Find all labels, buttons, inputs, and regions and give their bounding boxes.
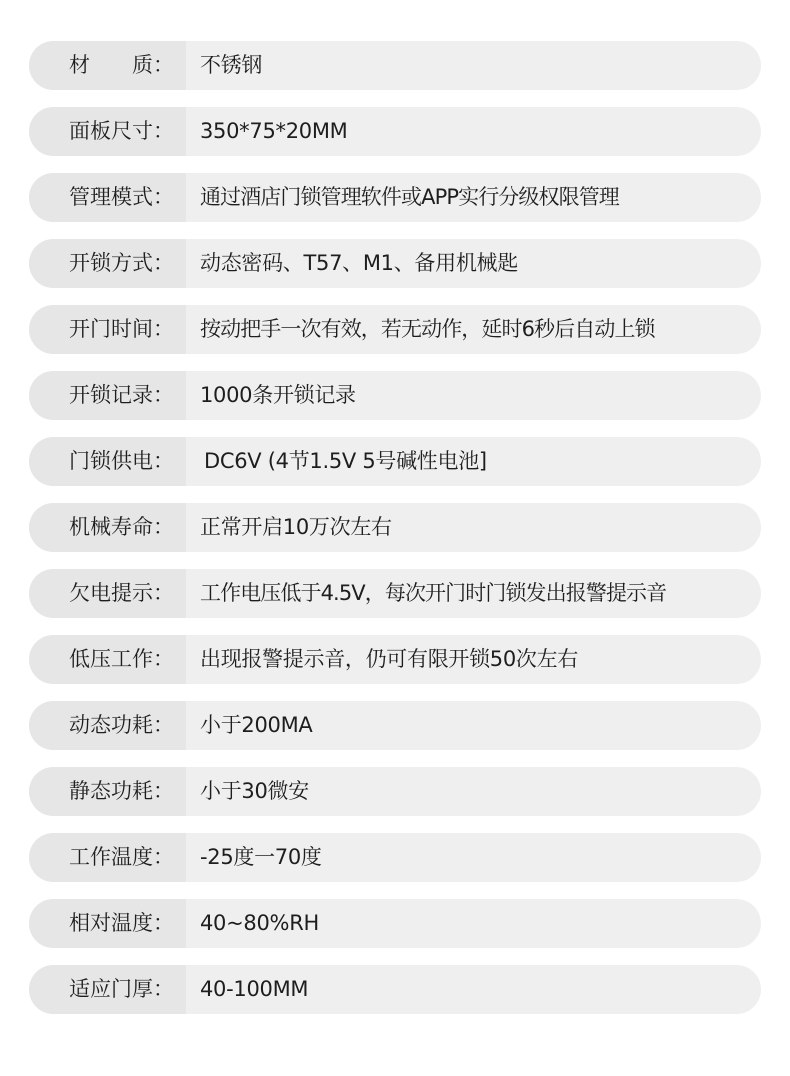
spec-value: 按动把手一次有效，若无动作，延时6秒后自动上锁 <box>200 317 655 341</box>
spec-value: 出现报警提示音，仍可有限开锁50次左右 <box>200 647 579 671</box>
spec-value: 350*75*20MM <box>200 119 348 143</box>
spec-value: 小于200MA <box>200 713 313 737</box>
spec-label: 开锁记录： <box>69 383 174 407</box>
spec-label: 面板尺寸： <box>69 119 174 143</box>
spec-label: 相对温度： <box>69 911 174 935</box>
spec-value: 40~80%RH <box>200 911 319 935</box>
spec-label: 动态功耗： <box>69 713 174 737</box>
spec-row-panel-size <box>29 107 761 156</box>
spec-label: 静态功耗： <box>69 779 174 803</box>
spec-label: 开锁方式： <box>69 251 174 275</box>
spec-value: 40-100MM <box>200 977 309 1001</box>
spec-value: 工作电压低于4.5V，每次开门时门锁发出报警提示音 <box>200 581 667 605</box>
spec-list <box>29 41 761 1031</box>
spec-row-door-thickness <box>29 965 761 1014</box>
spec-value: 不锈钢 <box>200 53 263 77</box>
spec-row-unlock-method <box>29 239 761 288</box>
spec-label: 适应门厚： <box>69 977 174 1001</box>
spec-row-low-voltage-operation <box>29 635 761 684</box>
spec-row-low-battery-alert <box>29 569 761 618</box>
spec-row-power-supply <box>29 437 761 486</box>
spec-label: 机械寿命： <box>69 515 174 539</box>
spec-row-open-time <box>29 305 761 354</box>
spec-label: 材 质： <box>69 53 174 77</box>
spec-row-dynamic-power <box>29 701 761 750</box>
spec-label: 管理模式： <box>69 185 174 209</box>
spec-value: 通过酒店门锁管理软件或APP实行分级权限管理 <box>200 185 619 209</box>
spec-label: 开门时间： <box>69 317 174 341</box>
spec-value: 动态密码、T57、M1、备用机械匙 <box>200 251 518 275</box>
spec-row-static-power <box>29 767 761 816</box>
spec-label: 低压工作： <box>69 647 174 671</box>
spec-row-management-mode <box>29 173 761 222</box>
spec-label: 工作温度： <box>69 845 174 869</box>
spec-value: 1000条开锁记录 <box>200 383 356 407</box>
spec-value: DC6V (4节1.5V 5号碱性电池] <box>204 449 487 473</box>
spec-row-material <box>29 41 761 90</box>
spec-value: -25度一70度 <box>200 845 322 869</box>
spec-row-unlock-records <box>29 371 761 420</box>
spec-value: 小于30微安 <box>200 779 309 803</box>
spec-row-relative-temperature <box>29 899 761 948</box>
spec-row-mechanical-life <box>29 503 761 552</box>
spec-label: 欠电提示： <box>69 581 174 605</box>
spec-value: 正常开启10万次左右 <box>200 515 392 539</box>
spec-label: 门锁供电： <box>69 449 174 473</box>
spec-row-operating-temperature <box>29 833 761 882</box>
